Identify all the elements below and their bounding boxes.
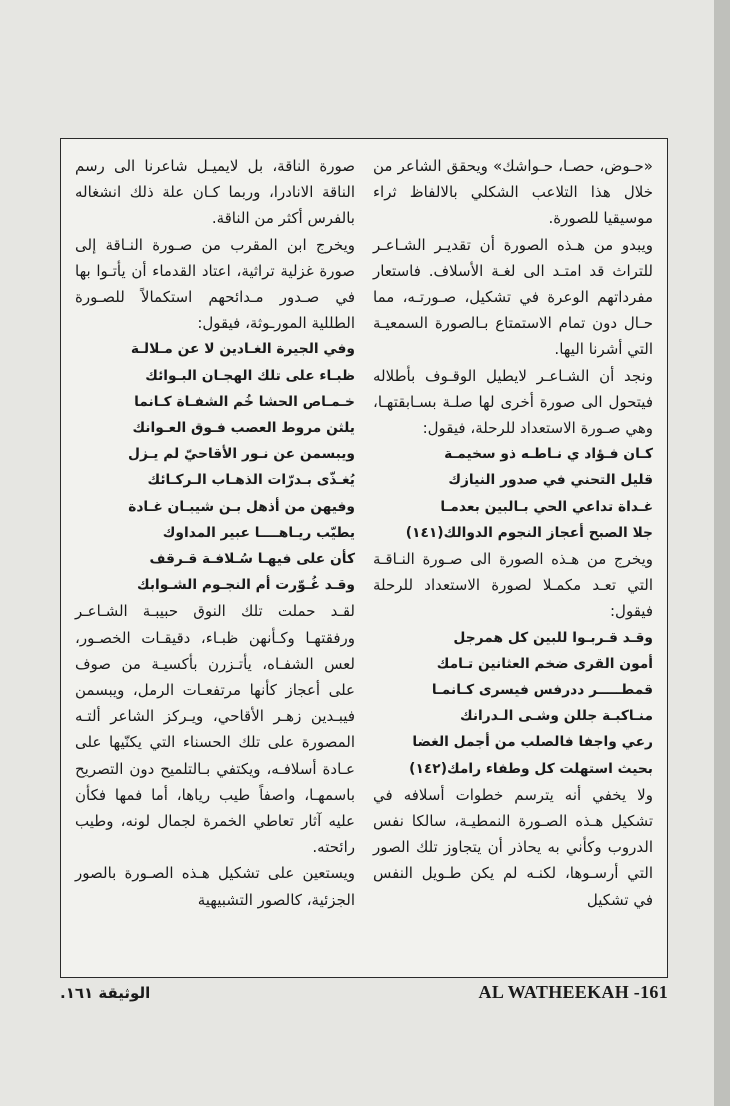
paragraph: لقـد حملت تلك النوق حبيبـة الشـاعـر ورفقتهـا وكـأنهن ظبـاء، دقيقـات الخصـور، لعس الشفـاه، يأتـزرن بأكسيـة من صوف على أعجاز كأنها مرتفعـات الرمل، ويبسمن فيبـدين زهـر الأقاحي، ويـركز الشاعر ألتـه المصورة على تلك الحسناء التي يكنّيها على عـادة أسلافـه، ويكتفي بـالتلميح دون التصريح باسمهـا، واصفاً طيب رياها، أما فمها فكأن عليه آثار تعاطي الخمرة لجمال لونه، وطيب رائحته. [75,602,355,857]
verse-line: رعي واجفا فالصلب من أجمل الغضا [412,734,653,751]
verse-line: ويبسمن عن نـور الأقاحيّ لم يـزل [127,446,355,463]
verse-line: يلثن مروط العصب فـوق العـوانك [132,420,355,437]
verse-line: يطيّب ريـاهــــا عبير المداوك [162,524,355,541]
verse-line: قمطـــــر ددرفس فيسرى كـانمـا [431,682,653,699]
paragraph: ويخرج ابن المقرب من صـورة النـاقة إلى صورة غزلية تراثية، اعتاد القدماء أن يأتـوا بها في صـدور مـدائحهم استكمالاً للصـورة الطللية المورـوثة، فيقول: [75,235,355,333]
verse-line: يُغـذّى بـدرّات الذهـاب الـركـائك [147,472,355,489]
paragraph: ويخرج من هـذه الصورة الى صـورة النـاقـة التي تعـد مكمـلا لصورة الاستعداد للرحلة فيقول: [373,550,653,621]
footer-latin-page-label: AL WATHEEKAH -161 [478,982,668,1002]
verse-line: منـاكبـة جللن وشـى الـدرانك [460,708,653,725]
verse-line: وفي الجيرة الغـادين لا عن مـلالـة [130,341,355,358]
paragraph: ولا يخفي أنه يترسم خطوات أسلافه في تشكيل هـذه الصـورة النمطيـة، سالكا نفس الدروب وكأني به يحاذر أن يتجاوز تلك الصور التي أرسـوها، لكنـه لم يكن طـويل النفس في تشكيل [373,785,653,909]
verse-line: كـان فـؤاد ي نـاطـه ذو سخيمـة [444,446,653,463]
verse-line: غـداة تداعي الحي بـالبين بعدمـا [440,498,653,515]
paragraph: ويستعين على تشكيل هـذه الصـورة بالصور الجزئية، كالصور التشبيهية [75,864,355,909]
paragraph: صورة الناقة، بل لايميـل شاعرنا الى رسم الناقة الانادرا، وربما كـان علة ذلك انشغاله بالفرس أكثر من الناقة. [75,157,355,228]
verse-line: خـمـاص الحشا خُم الشفـاة كـانما [134,393,355,410]
right-column [373,153,653,967]
verse-line: كأن على فيهـا سُـلافـة قـرقف [149,551,355,568]
paragraph: ويبدو من هـذه الصورة أن تقديـر الشـاعـر للتراث قد امتـد الى لغـة الأسلاف. فاستعار مفرداتهم الوعرة في تشكيل، صـورتـه، مما حـال دون تمام الاستمتاع بـالصورة السمعيـة التي أشرنا اليها. [373,235,653,359]
verse-line: قليل التحني في صدور النيازك [448,472,653,489]
paragraph: ونجد أن الشـاعـر لايطيل الوقـوف بأطلاله فيتحول الى صورة أخرى لها صلـة بسـابقتهـا، وهي صـورة الاستعداد للرحلة، فيقول: [373,366,653,438]
verse-line: وقـد غُـوّرت أم النجـوم الشـوابك [137,577,355,594]
verse-line: وفيهن من أذهل بـن شيبـان غـادة [128,498,355,515]
page-edge [714,0,730,1106]
verse-line: جلا الصبح أعجاز النجوم الدوالك(١٤١) [405,524,653,541]
left-column [75,153,355,967]
verse-line: ظبـاء على تلك الهجـان البـوائك [145,367,355,384]
verse-line: بحيث استهلت كل وطفاء رامك(١٤٢) [409,760,653,777]
article-frame [60,138,668,978]
footer-arabic-page-label: الوثيقة ١٦١. [60,984,151,1002]
paragraph: «حـوض، حصـا، حـواشك» ويحقق الشاعر من خلال هذا التلاعب الشكلي بالالفاظ ثراء موسيقيا للصورة. [373,157,653,228]
verse-line: وقـد قـربـوا للبين كل همرجل [453,629,653,646]
verse-line: أمون القرى ضخم العثانين تـامك [436,655,653,672]
